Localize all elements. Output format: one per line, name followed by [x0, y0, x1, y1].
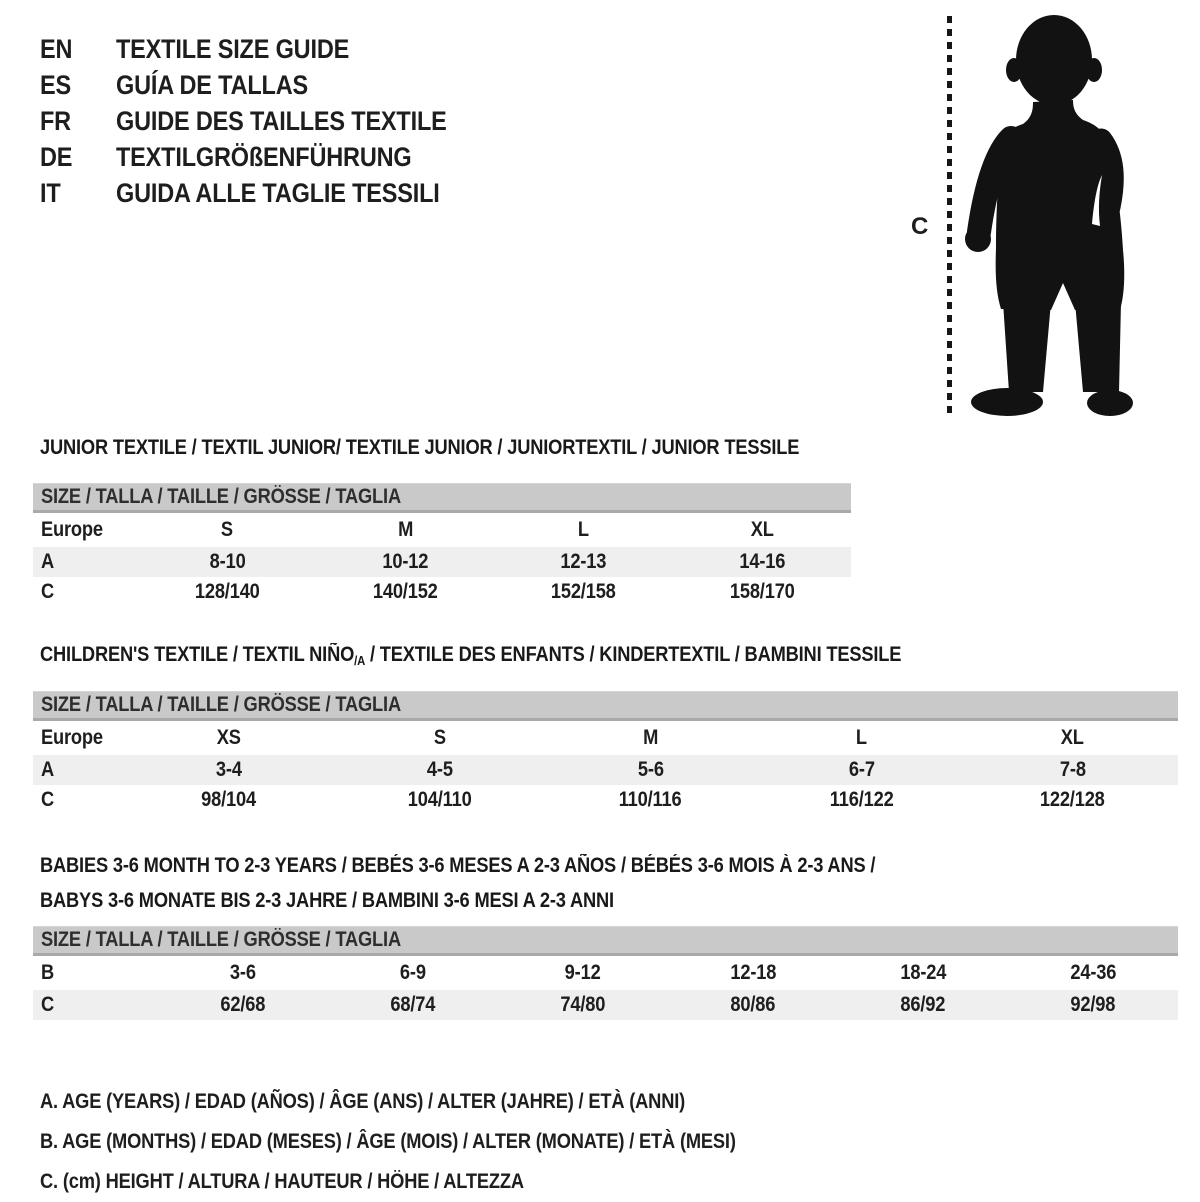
- column-header-xs: XS: [216, 726, 241, 749]
- babies-row-b: [33, 956, 1178, 990]
- babies-size-header-bar: [33, 926, 1178, 956]
- junior-row-c: [33, 577, 851, 607]
- column-header-s: S: [433, 726, 446, 749]
- row-label-c: C: [41, 580, 55, 603]
- lang-title-en: TEXTILE SIZE GUIDE: [116, 33, 350, 64]
- height-reference-dotted-line: [947, 16, 952, 416]
- lang-code-fr: FR: [40, 105, 71, 136]
- figure-label-c: C: [911, 213, 929, 240]
- cell-value: 128/140: [194, 580, 260, 603]
- cell-value: 4-5: [426, 758, 453, 781]
- junior-row-a: [33, 547, 851, 577]
- lang-code-en: EN: [40, 33, 73, 64]
- lang-title-de: TEXTILGRÖßENFÜHRUNG: [116, 141, 412, 172]
- column-header-s: S: [221, 518, 234, 541]
- column-header-m: M: [642, 726, 659, 749]
- region-label: Europe: [41, 726, 103, 749]
- column-header-xl: XL: [1060, 726, 1085, 749]
- cell-value: 3-6: [230, 961, 256, 984]
- legend-line-c: C. (cm) HEIGHT / ALTURA / HAUTEUR / HÖHE / ALTEZZA: [40, 1170, 524, 1193]
- cell-value: 86/92: [900, 993, 946, 1016]
- cell-value: 5-6: [637, 758, 664, 781]
- cell-value: 12-18: [730, 961, 776, 984]
- children-size-header-bar: [33, 691, 1178, 721]
- lang-title-it: GUIDA ALLE TAGLIE TESSILI: [116, 177, 440, 208]
- lang-title-fr: GUIDE DES TAILLES TEXTILE: [116, 105, 447, 136]
- children-columns-row: [33, 721, 1178, 755]
- babies-section-title: [40, 848, 1000, 918]
- cell-value: 158/170: [729, 580, 795, 603]
- row-label-c: C: [41, 788, 55, 811]
- size-header-label: SIZE / TALLA / TAILLE / GRÖSSE / TAGLIA: [41, 485, 401, 508]
- row-label-c: C: [41, 993, 55, 1016]
- row-label-b: B: [41, 961, 55, 984]
- column-header-l: L: [855, 726, 867, 749]
- lang-code-es: ES: [40, 69, 71, 100]
- lang-row-es: [40, 67, 496, 103]
- toddler-silhouette: [963, 12, 1135, 418]
- junior-size-table: [33, 483, 851, 607]
- cell-value: 140/152: [372, 580, 438, 603]
- cell-value: 116/122: [829, 788, 894, 811]
- junior-size-header-bar: [33, 483, 851, 513]
- cell-value: 104/110: [407, 788, 472, 811]
- cell-value: 122/128: [1040, 788, 1105, 811]
- cell-value: 8-10: [209, 550, 246, 573]
- cell-value: 92/98: [1070, 993, 1116, 1016]
- cell-value: 74/80: [560, 993, 606, 1016]
- cell-value: 62/68: [220, 993, 266, 1016]
- cell-value: 68/74: [390, 993, 436, 1016]
- lang-row-en: [40, 31, 496, 67]
- lang-code-de: DE: [40, 141, 73, 172]
- size-header-label: SIZE / TALLA / TAILLE / GRÖSSE / TAGLIA: [41, 928, 401, 951]
- junior-section-title: JUNIOR TEXTILE / TEXTIL JUNIOR/ TEXTILE JUNIOR / JUNIORTEXTIL / JUNIOR TESSILE: [40, 436, 800, 459]
- language-title-list: [40, 31, 496, 211]
- lang-row-de: [40, 139, 496, 175]
- babies-title-line1: BABIES 3-6 MONTH TO 2-3 YEARS / BEBÉS 3-6 MESES A 2-3 AÑOS / BÉBÉS 3-6 MOIS À 2-3 ANS /: [40, 854, 876, 877]
- cell-value: 98/104: [201, 788, 256, 811]
- cell-value: 6-9: [400, 961, 426, 984]
- cell-value: 7-8: [1059, 758, 1086, 781]
- cell-value: 152/158: [551, 580, 617, 603]
- cell-value: 24-36: [1070, 961, 1116, 984]
- cell-value: 18-24: [900, 961, 946, 984]
- cell-value: 6-7: [848, 758, 875, 781]
- lang-row-fr: [40, 103, 496, 139]
- column-header-xl: XL: [750, 518, 774, 541]
- size-header-label: SIZE / TALLA / TAILLE / GRÖSSE / TAGLIA: [41, 693, 401, 716]
- region-label: Europe: [41, 518, 103, 541]
- lang-title-es: GUÍA DE TALLAS: [116, 69, 309, 100]
- cell-value: 14-16: [738, 550, 785, 573]
- column-header-l: L: [578, 518, 590, 541]
- lang-row-it: [40, 175, 496, 211]
- cell-value: 80/86: [730, 993, 776, 1016]
- title-subscript: /A: [354, 653, 366, 668]
- children-section-title: CHILDREN'S TEXTILE / TEXTIL $NIÑO_{/A}$ / TEXTILE DES ENFANTS / KINDERTEXTIL / BAMBINI TESSILE: [40, 643, 902, 668]
- children-row-a: [33, 755, 1178, 785]
- cell-value: 10-12: [382, 550, 429, 573]
- cell-value: 3-4: [215, 758, 242, 781]
- babies-title-line2: BABYS 3-6 MONATE BIS 2-3 JAHRE / BAMBINI 3-6 MESI A 2-3 ANNI: [40, 889, 614, 912]
- babies-row-c: [33, 990, 1178, 1020]
- legend-line-a: A. AGE (YEARS) / EDAD (AÑOS) / ÂGE (ANS) / ALTER (JAHRE) / ETÀ (ANNI): [40, 1090, 686, 1113]
- junior-columns-row: [33, 513, 851, 547]
- column-header-m: M: [397, 518, 413, 541]
- row-label-a: A: [41, 550, 55, 573]
- measurement-legend: [40, 1082, 840, 1202]
- children-size-table: [33, 691, 1178, 815]
- lang-code-it: IT: [40, 177, 61, 208]
- cell-value: 12-13: [560, 550, 607, 573]
- babies-size-table: [33, 926, 1178, 1020]
- legend-line-b: B. AGE (MONTHS) / EDAD (MESES) / ÂGE (MOIS) / ALTER (MONATE) / ETÀ (MESI): [40, 1130, 736, 1153]
- cell-value: 9-12: [565, 961, 601, 984]
- cell-value: 110/116: [619, 788, 682, 811]
- row-label-a: A: [41, 758, 55, 781]
- children-row-c: [33, 785, 1178, 815]
